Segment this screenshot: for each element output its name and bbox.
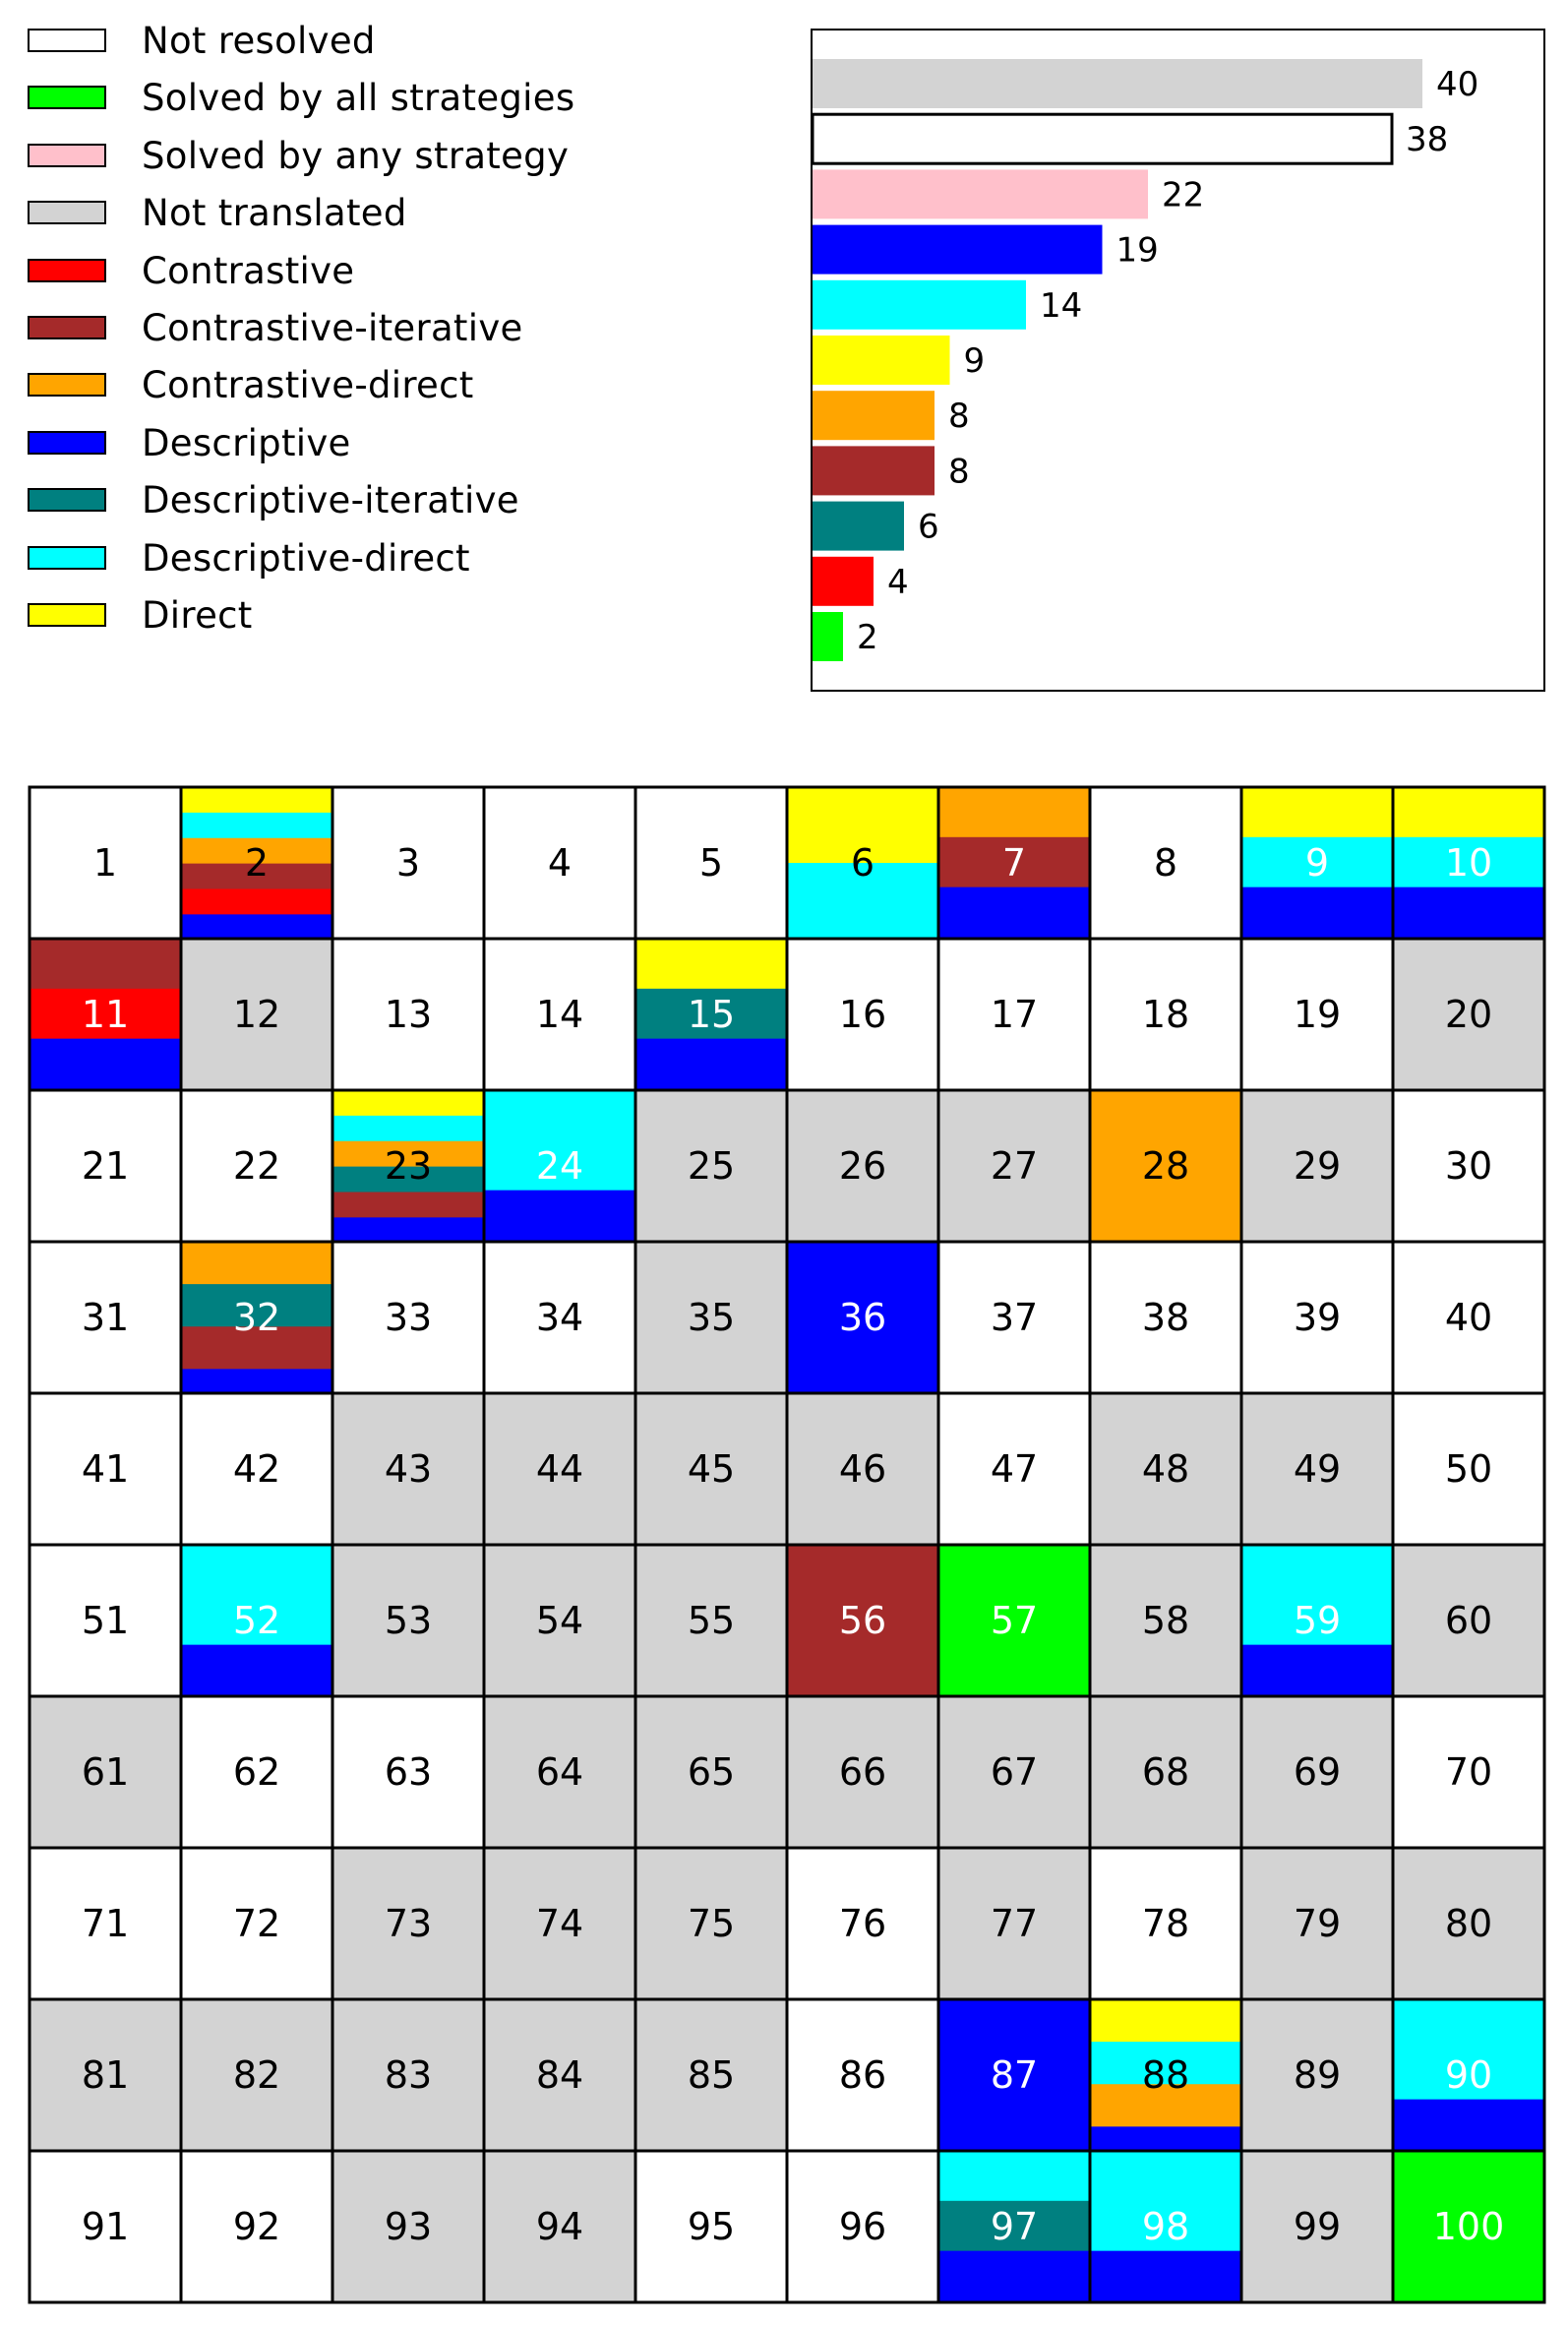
grid-cell-78 — [1090, 1848, 1241, 1999]
cell-label: 36 — [838, 1296, 887, 1339]
grid-cell-84 — [484, 1999, 635, 2151]
grid-cell-57 — [938, 1545, 1090, 1696]
grid-cell-5 — [635, 787, 787, 939]
cell-label: 65 — [687, 1750, 736, 1794]
cell-label: 47 — [990, 1447, 1039, 1491]
cell-band-descriptive — [30, 1039, 181, 1090]
legend-label: Solved by any strategy — [142, 134, 570, 177]
grid-cell-95 — [635, 2151, 787, 2302]
cell-label: 75 — [687, 1902, 736, 1945]
cell-label: 100 — [1432, 2205, 1505, 2248]
cell-label: 59 — [1293, 1599, 1342, 1642]
grid-cell-81 — [30, 1999, 181, 2151]
bar-value-label: 6 — [918, 507, 939, 547]
cell-band-direct — [332, 1090, 484, 1116]
grid-cell-23 — [332, 1090, 484, 1242]
grid-cell-62 — [181, 1696, 332, 1848]
grid-cell-28 — [1090, 1090, 1241, 1242]
cell-label: 8 — [1153, 841, 1178, 885]
grid-cell-15 — [635, 939, 787, 1090]
grid-cell-7 — [938, 787, 1090, 939]
cell-label: 90 — [1444, 2053, 1493, 2097]
grid-cell-8 — [1090, 787, 1241, 939]
cell-label: 38 — [1141, 1296, 1190, 1339]
grid-cell-53 — [332, 1545, 484, 1696]
cell-label: 31 — [81, 1296, 130, 1339]
cell-band-direct — [1090, 1999, 1241, 2043]
grid-cell-10 — [1393, 787, 1544, 939]
cell-label: 58 — [1141, 1599, 1190, 1642]
cell-band-contrastive — [181, 888, 332, 914]
grid-cell-6 — [787, 787, 938, 940]
cell-label: 39 — [1293, 1296, 1342, 1339]
cell-label: 64 — [535, 1750, 584, 1794]
cell-label: 95 — [687, 2205, 736, 2248]
cell-band-descriptive — [1393, 2100, 1544, 2151]
bar-value-label: 2 — [857, 618, 878, 657]
cell-label: 76 — [838, 1902, 887, 1945]
grid-cell-63 — [332, 1696, 484, 1848]
cell-label: 77 — [990, 1902, 1039, 1945]
grid-cell-65 — [635, 1696, 787, 1848]
grid-cell-55 — [635, 1545, 787, 1696]
cell-label: 67 — [990, 1750, 1039, 1794]
cell-band-descriptive-direct — [332, 1116, 484, 1141]
legend-label: Descriptive — [142, 421, 351, 464]
bar-value-label: 8 — [948, 452, 970, 492]
cell-label: 30 — [1444, 1144, 1493, 1188]
cell-label: 74 — [535, 1902, 584, 1945]
grid-cell-11 — [30, 939, 181, 1090]
cell-label: 37 — [990, 1296, 1039, 1339]
cell-label: 68 — [1141, 1750, 1190, 1794]
cell-label: 87 — [990, 2053, 1039, 2097]
grid-cell-34 — [484, 1242, 635, 1393]
cell-band-contrastive-direct — [938, 787, 1090, 837]
grid-cell-42 — [181, 1393, 332, 1545]
grid-cell-83 — [332, 1999, 484, 2151]
legend-label: Not resolved — [142, 20, 376, 62]
grid-cell-88 — [1090, 1999, 1241, 2151]
grid-cell-24 — [484, 1090, 635, 1242]
cell-label: 12 — [232, 993, 281, 1036]
grid-cell-56 — [787, 1545, 938, 1696]
cell-band-descriptive-direct — [181, 813, 332, 838]
legend-label: Solved by all strategies — [142, 77, 575, 120]
cell-label: 9 — [1304, 841, 1330, 885]
cell-label: 79 — [1293, 1902, 1342, 1945]
cell-label: 13 — [384, 993, 433, 1036]
cell-label: 34 — [535, 1296, 584, 1339]
cell-band-descriptive — [1241, 887, 1393, 939]
grid-cell-37 — [938, 1242, 1090, 1393]
cell-band-descriptive — [635, 1039, 787, 1090]
cell-label: 25 — [687, 1144, 736, 1188]
grid-cell-45 — [635, 1393, 787, 1545]
cell-band-descriptive — [938, 2251, 1090, 2302]
grid-cell-70 — [1393, 1696, 1544, 1848]
grid-cell-73 — [332, 1848, 484, 1999]
cell-label: 42 — [232, 1447, 281, 1491]
cell-label: 44 — [535, 1447, 584, 1491]
cell-label: 63 — [384, 1750, 433, 1794]
grid-cell-60 — [1393, 1545, 1544, 1696]
cell-label: 73 — [384, 1902, 433, 1945]
grid-cell-76 — [787, 1848, 938, 1999]
cell-label: 10 — [1444, 841, 1493, 885]
grid-cell-47 — [938, 1393, 1090, 1545]
grid-cell-72 — [181, 1848, 332, 1999]
grid-cell-68 — [1090, 1696, 1241, 1848]
cell-label: 81 — [81, 2053, 130, 2097]
legend-label: Descriptive-direct — [142, 536, 470, 580]
cell-label: 48 — [1141, 1447, 1190, 1491]
cell-label: 84 — [535, 2053, 584, 2097]
cell-label: 24 — [535, 1144, 584, 1188]
cell-label: 45 — [687, 1447, 736, 1491]
grid-cell-32 — [181, 1242, 332, 1393]
grid-cell-80 — [1393, 1848, 1544, 1999]
grid-cell-9 — [1241, 787, 1393, 939]
cell-label: 83 — [384, 2053, 433, 2097]
cell-label: 19 — [1293, 993, 1342, 1036]
cell-label: 16 — [838, 993, 887, 1036]
grid-cell-58 — [1090, 1545, 1241, 1696]
grid-cell-43 — [332, 1393, 484, 1545]
cell-band-descriptive — [1393, 887, 1544, 939]
grid-cell-97 — [938, 2151, 1090, 2302]
cell-label: 17 — [990, 993, 1039, 1036]
grid-cell-33 — [332, 1242, 484, 1393]
grid-cell-75 — [635, 1848, 787, 1999]
grid-cell-54 — [484, 1545, 635, 1696]
cell-label: 20 — [1444, 993, 1493, 1036]
grid-cell-19 — [1241, 939, 1393, 1090]
grid-cell-50 — [1393, 1393, 1544, 1545]
grid-cell-1 — [30, 787, 181, 939]
cell-label: 27 — [990, 1144, 1039, 1188]
grid-cell-41 — [30, 1393, 181, 1545]
bar-value-label: 19 — [1116, 230, 1159, 271]
grid-cell-82 — [181, 1999, 332, 2151]
cell-label: 89 — [1293, 2053, 1342, 2097]
bar-value-label: 4 — [887, 562, 909, 602]
grid-cell-21 — [30, 1090, 181, 1242]
cell-label: 61 — [81, 1750, 130, 1794]
cell-label: 50 — [1444, 1447, 1493, 1491]
cell-band-descriptive — [1241, 1645, 1393, 1696]
grid-cell-4 — [484, 787, 635, 939]
cell-label: 62 — [232, 1750, 281, 1794]
grid-cell-91 — [30, 2151, 181, 2302]
cell-band-descriptive — [181, 1645, 332, 1696]
grid-cell-17 — [938, 939, 1090, 1090]
cell-band-direct — [1241, 787, 1393, 837]
cell-label: 14 — [535, 993, 584, 1036]
cell-label: 86 — [838, 2053, 887, 2097]
cell-label: 93 — [384, 2205, 433, 2248]
bar-value-label: 40 — [1436, 65, 1479, 104]
cell-label: 69 — [1293, 1750, 1342, 1794]
grid-cell-35 — [635, 1242, 787, 1393]
grid-cell-20 — [1393, 939, 1544, 1090]
grid-cell-77 — [938, 1848, 1090, 1999]
cell-label: 6 — [850, 841, 875, 885]
grid-cell-48 — [1090, 1393, 1241, 1545]
cell-label: 70 — [1444, 1750, 1493, 1794]
cell-band-direct — [181, 787, 332, 813]
cell-label: 52 — [232, 1599, 281, 1642]
cell-label: 29 — [1293, 1144, 1342, 1188]
grid-cell-67 — [938, 1696, 1090, 1848]
legend-label: Contrastive — [142, 249, 355, 292]
cell-label: 49 — [1293, 1447, 1342, 1491]
cell-band-descriptive — [1090, 2126, 1241, 2151]
cell-label: 57 — [990, 1599, 1039, 1642]
cell-label: 5 — [698, 841, 724, 885]
grid-cell-36 — [787, 1242, 938, 1393]
cell-label: 97 — [990, 2205, 1039, 2248]
cell-label: 41 — [81, 1447, 130, 1491]
bar-value-label: 8 — [948, 397, 970, 437]
legend-label: Direct — [142, 594, 253, 637]
grid-cell-98 — [1090, 2151, 1241, 2302]
cell-label: 78 — [1141, 1902, 1190, 1945]
grid-cell-93 — [332, 2151, 484, 2302]
cell-label: 15 — [687, 993, 736, 1036]
grid-cell-30 — [1393, 1090, 1544, 1242]
grid-cell-16 — [787, 939, 938, 1090]
grid-cell-39 — [1241, 1242, 1393, 1393]
legend-label: Contrastive-iterative — [142, 307, 523, 349]
grid-cell-12 — [181, 939, 332, 1090]
cell-label: 99 — [1293, 2205, 1342, 2248]
cell-band-contrastive-direct — [181, 1242, 332, 1285]
cell-band-descriptive — [181, 1369, 332, 1393]
cell-label: 26 — [838, 1144, 887, 1188]
cell-label: 11 — [81, 993, 130, 1036]
cell-band-contrastive-iterative — [332, 1192, 484, 1217]
cell-label: 3 — [395, 841, 421, 885]
grid-cell-66 — [787, 1696, 938, 1848]
grid-cell-26 — [787, 1090, 938, 1242]
cell-label: 71 — [81, 1902, 130, 1945]
cell-label: 7 — [1001, 841, 1027, 885]
grid-cell-90 — [1393, 1999, 1544, 2151]
grid-cell-94 — [484, 2151, 635, 2302]
grid-cell-14 — [484, 939, 635, 1090]
cell-label: 35 — [687, 1296, 736, 1339]
cell-label: 40 — [1444, 1296, 1493, 1339]
grid-cell-2 — [181, 787, 332, 939]
bar-value-label: 38 — [1406, 120, 1449, 160]
cell-label: 88 — [1141, 2053, 1190, 2097]
cell-label: 96 — [838, 2205, 887, 2248]
cell-label: 54 — [535, 1599, 584, 1642]
grid-cell-87 — [938, 1999, 1090, 2151]
bar-value-label: 22 — [1162, 175, 1205, 215]
cell-band-descriptive — [332, 1217, 484, 1242]
cell-band-direct — [1393, 787, 1544, 837]
cell-label: 60 — [1444, 1599, 1493, 1642]
grid-cell-40 — [1393, 1242, 1544, 1393]
grid-cell-74 — [484, 1848, 635, 1999]
grid-cell-29 — [1241, 1090, 1393, 1242]
cell-label: 92 — [232, 2205, 281, 2248]
grid-cell-51 — [30, 1545, 181, 1696]
grid-cell-64 — [484, 1696, 635, 1848]
grid-cell-44 — [484, 1393, 635, 1545]
grid-cell-61 — [30, 1696, 181, 1848]
cell-label: 21 — [81, 1144, 130, 1188]
cell-label: 72 — [232, 1902, 281, 1945]
cell-label: 23 — [384, 1144, 433, 1188]
grid-cell-99 — [1241, 2151, 1393, 2302]
cell-label: 94 — [535, 2205, 584, 2248]
cell-label: 22 — [232, 1144, 281, 1188]
grid-cell-100 — [1393, 2151, 1544, 2302]
cell-label: 55 — [687, 1599, 736, 1642]
grid-cell-85 — [635, 1999, 787, 2151]
cell-label: 66 — [838, 1750, 887, 1794]
legend-label: Contrastive-direct — [142, 364, 474, 407]
grid-cell-31 — [30, 1242, 181, 1393]
cell-label: 32 — [232, 1296, 281, 1339]
cell-label: 56 — [838, 1599, 887, 1642]
cell-label: 18 — [1141, 993, 1190, 1036]
grid-cell-49 — [1241, 1393, 1393, 1545]
cell-label: 46 — [838, 1447, 887, 1491]
grid-cell-71 — [30, 1848, 181, 1999]
cell-label: 1 — [92, 841, 118, 885]
cell-band-descriptive — [484, 1191, 635, 1242]
cell-label: 98 — [1141, 2205, 1190, 2248]
cell-band-descriptive — [938, 887, 1090, 939]
grid-cell-13 — [332, 939, 484, 1090]
grid-cell-25 — [635, 1090, 787, 1242]
grid-cell-96 — [787, 2151, 938, 2302]
bar-value-label: 9 — [963, 341, 986, 381]
cell-label: 53 — [384, 1599, 433, 1642]
grid-cell-69 — [1241, 1696, 1393, 1848]
grid-cell-22 — [181, 1090, 332, 1242]
cell-band-direct — [635, 939, 787, 989]
cell-band-descriptive — [1090, 2251, 1241, 2302]
legend-label: Not translated — [142, 192, 407, 235]
cell-label: 33 — [384, 1296, 433, 1339]
cell-label: 80 — [1444, 1902, 1493, 1945]
cell-label: 85 — [687, 2053, 736, 2097]
cell-label: 82 — [232, 2053, 281, 2097]
bar-value-label: 14 — [1040, 285, 1083, 326]
grid-cell-46 — [787, 1393, 938, 1545]
grid-cell-59 — [1241, 1545, 1393, 1696]
cell-label: 4 — [547, 841, 573, 885]
legend-label: Descriptive-iterative — [142, 479, 519, 522]
cell-label: 91 — [81, 2205, 130, 2248]
grid-cell-52 — [181, 1545, 332, 1696]
grid-cell-89 — [1241, 1999, 1393, 2151]
cell-label: 28 — [1141, 1144, 1190, 1188]
grid-cell-27 — [938, 1090, 1090, 1242]
grid-cell-79 — [1241, 1848, 1393, 1999]
cell-band-descriptive — [181, 914, 332, 939]
cell-band-descriptive-direct — [938, 2151, 1090, 2201]
cell-label: 2 — [244, 841, 270, 885]
grid-cell-18 — [1090, 939, 1241, 1090]
grid-cell-86 — [787, 1999, 938, 2151]
cell-band-contrastive-iterative — [30, 939, 181, 989]
cell-label: 43 — [384, 1447, 433, 1491]
grid-cell-3 — [332, 787, 484, 939]
grid-cell-38 — [1090, 1242, 1241, 1393]
grid-cell-92 — [181, 2151, 332, 2302]
cell-label: 51 — [81, 1599, 130, 1642]
